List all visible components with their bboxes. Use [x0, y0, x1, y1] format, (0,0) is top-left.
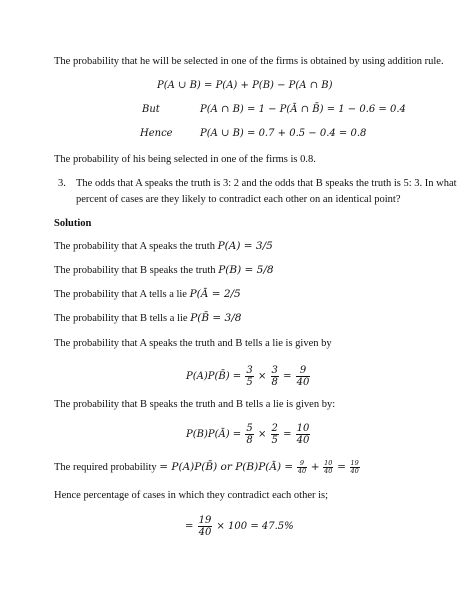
- eq5-equals: =: [283, 429, 292, 440]
- hence-percentage-text: Hence percentage of cases in which they contradict each other is;: [54, 490, 329, 501]
- solution-heading: Solution: [54, 218, 92, 229]
- prob-b-lie-math: P(B̄ = 3/8: [190, 312, 242, 324]
- question-number: 3.: [58, 178, 66, 189]
- prob-b-lie: [54, 312, 241, 325]
- eq4-fraction-1: $\frac{3}{5}$: [246, 365, 253, 388]
- hence-label: Hence: [140, 128, 173, 139]
- eq5-times: ×: [257, 429, 267, 440]
- required-math: = P(A)P(B̄) or P(B)P(Ā) =: [159, 461, 294, 473]
- eq4-lhs: P(A)P(B̄) =: [186, 371, 242, 382]
- required-probability: [54, 458, 361, 477]
- req-plus: +: [310, 461, 320, 473]
- prob-b-lie-text: The probability that B tells a lie: [54, 313, 188, 324]
- hence-equation: P(A ∪ B) = 0.7 + 0.5 − 0.4 = 0.8: [200, 128, 367, 139]
- final-fraction: $\frac{19}{40}$: [198, 515, 212, 538]
- but-equation: P(A ∩ B) = 1 − P(Ā ∩ B̄) = 1 − 0.6 = 0.4: [200, 104, 406, 115]
- prob-a-truth-math: P(A) = 3/5: [217, 240, 273, 252]
- req-fraction-1: $\frac{9}{40}$: [297, 459, 307, 476]
- eq5-fraction-1: $\frac{5}{8}$: [246, 423, 253, 446]
- prob-b-truth-text: The probability that B speaks the truth: [54, 265, 216, 276]
- eq5-fraction-2: $\frac{2}{5}$: [271, 423, 278, 446]
- question-line-1: The odds that A speaks the truth is 3: 2 and the odds that B speaks the truth is 5: 3. In what: [76, 178, 457, 189]
- final-pre: =: [185, 521, 194, 532]
- intro-text: The probability that he will be selected in one of the firms is obtained by using addition rule.: [54, 56, 444, 67]
- prob-a-truth: [54, 240, 273, 253]
- final-post: × 100 = 47.5%: [216, 521, 294, 532]
- conclusion-text: The probability of his being selected in one of the firms is 0.8.: [54, 154, 316, 165]
- final-equation: [185, 512, 294, 542]
- but-label: But: [142, 104, 160, 115]
- addition-rule-equation: P(A ∪ B) = P(A) + P(B) − P(A ∩ B): [157, 80, 333, 91]
- prob-a-lie-math: P(Ā = 2/5: [189, 288, 241, 300]
- prob-a-lie: [54, 288, 241, 301]
- b-truth-a-lie-text: The probability that B speaks the truth and B tells a lie is given by:: [54, 399, 336, 410]
- prob-b-truth-math: P(B) = 5/8: [218, 264, 274, 276]
- eq4-fraction-2: $\frac{3}{8}$: [271, 365, 278, 388]
- eq4-equals: =: [283, 371, 292, 382]
- req-fraction-2: $\frac{10}{40}$: [324, 459, 333, 476]
- eq4-fraction-3: $\frac{9}{40}$: [296, 365, 310, 388]
- question-line-2: percent of cases are they likely to contradict each other on an identical point?: [76, 194, 401, 205]
- a-truth-b-lie-text: The probability that A speaks the truth and B tells a lie is given by: [54, 338, 332, 349]
- prob-a-truth-text: The probability that A speaks the truth: [54, 241, 215, 252]
- equation-a-truth-b-lie: [186, 362, 311, 392]
- required-text: The required probability: [54, 462, 157, 473]
- eq5-lhs: P(B)P(Ā) =: [186, 429, 242, 440]
- eq5-fraction-3: $\frac{10}{40}$: [296, 423, 310, 446]
- prob-b-truth: [54, 264, 274, 277]
- prob-a-lie-text: The probability that A tells a lie: [54, 289, 187, 300]
- equation-b-truth-a-lie: [186, 420, 311, 450]
- req-fraction-3: $\frac{19}{40}$: [350, 459, 359, 476]
- eq4-times: ×: [257, 371, 267, 382]
- req-equals: =: [337, 461, 346, 473]
